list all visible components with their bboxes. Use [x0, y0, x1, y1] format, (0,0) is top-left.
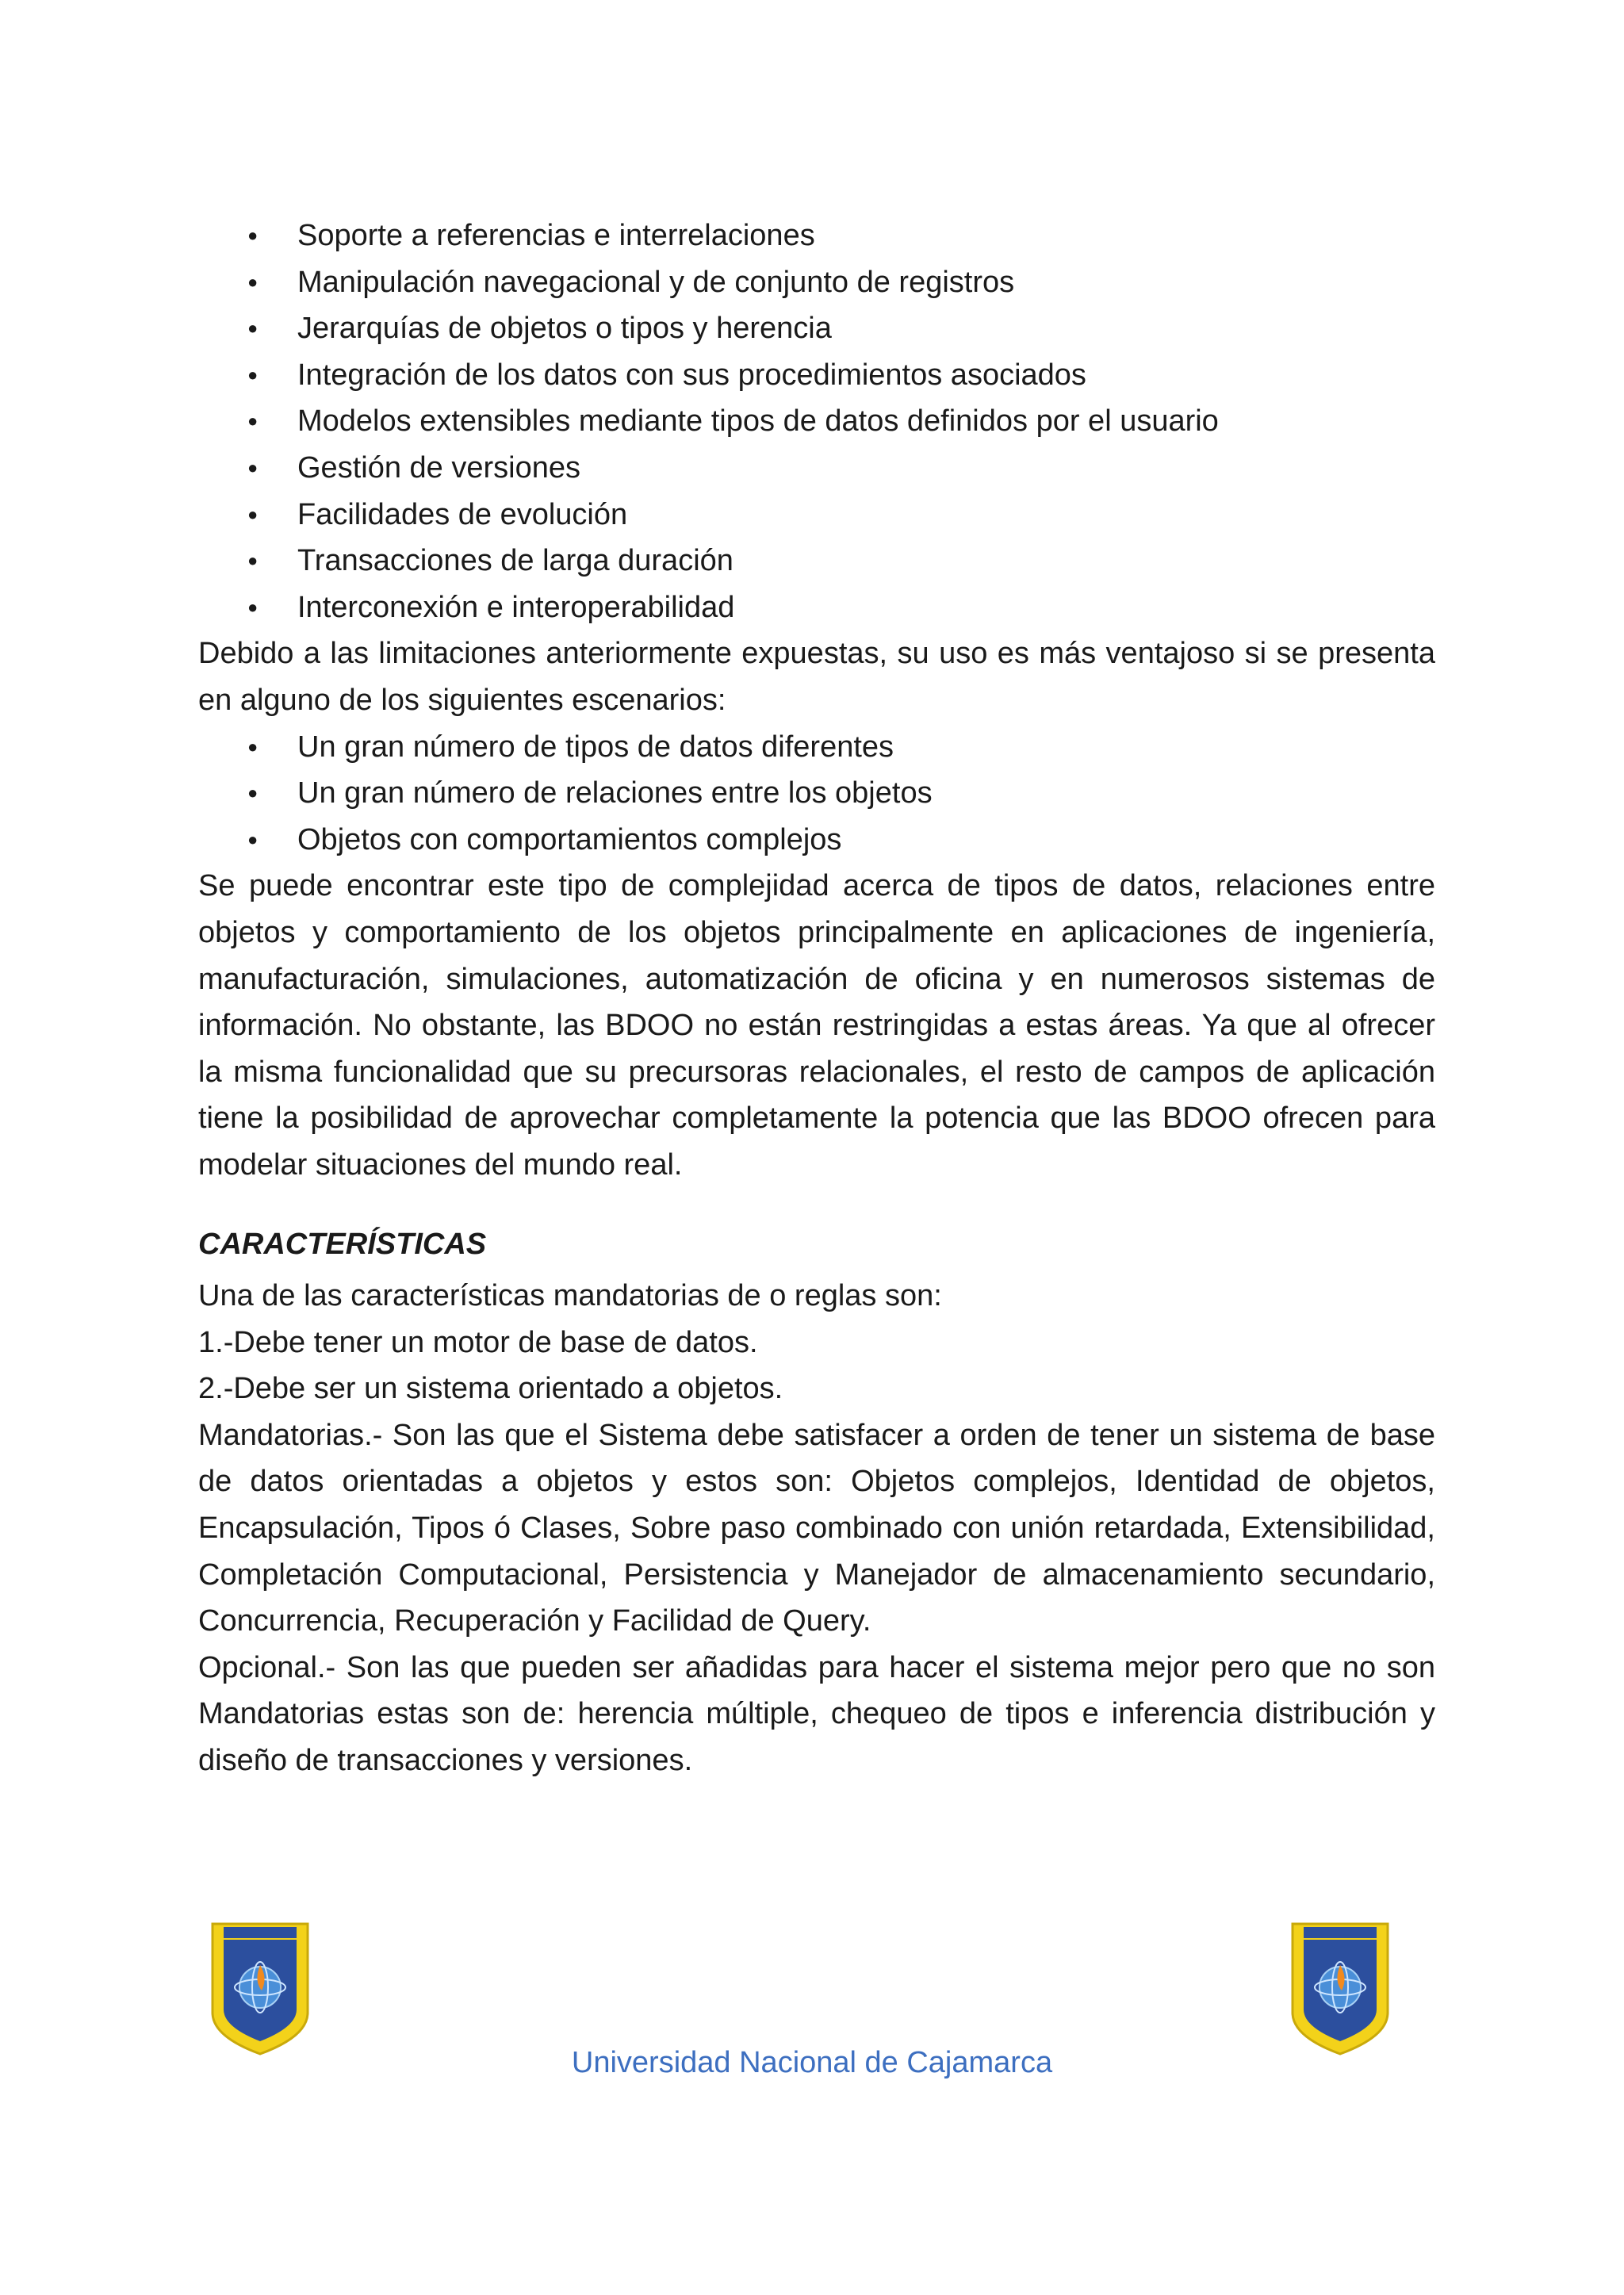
university-seal-icon	[205, 1918, 316, 2060]
complexity-paragraph: Se puede encontrar este tipo de complejidad acerca de tipos de datos, relaciones entre objetos y comportamiento de los objetos principalmente en aplicaciones de ingeniería, manufacturación, simulaciones, automatización de oficina y en numerosos sistemas de información. No obstante, las BDOO no están restringidas a estas áreas. Ya que al ofrecer la misma funcionalidad que su precursoras relacionales, el resto de campos de aplicación tiene la posibilidad de aprovechar completamente la potencia que las BDOO ofrecen para modelar situaciones del mundo real.	[198, 869, 1435, 1182]
intro-paragraph: Debido a las limitaciones anteriormente expuestas, su uso es más ventajoso si se presenta en alguno de los siguientes escenarios:	[198, 637, 1435, 717]
characteristics-intro: Una de las características mandatorias de o reglas son:	[198, 1279, 942, 1313]
list-item: ● Manipulación navegacional y de conjunto de registros	[198, 259, 1435, 306]
feature-list	[198, 213, 1435, 630]
list-item: ● Modelos extensibles mediante tipos de datos definidos por el usuario	[198, 398, 1435, 445]
list-item: ● Jerarquías de objetos o tipos y herencia	[198, 305, 1435, 352]
list-item: ● Transacciones de larga duración	[198, 538, 1435, 584]
footer-university-name: Universidad Nacional de Cajamarca	[571, 2046, 1053, 2079]
list-item: ● Un gran número de tipos de datos diferentes	[198, 724, 1435, 771]
rule-2: 2.-Debe ser un sistema orientado a objetos.	[198, 1372, 783, 1406]
university-seal-icon	[1285, 1918, 1396, 2060]
list-item: ● Soporte a referencias e interrelaciones	[198, 213, 1435, 259]
section-heading: CARACTERÍSTICAS	[198, 1228, 487, 1262]
scenario-list	[198, 724, 1435, 864]
page-content	[198, 213, 1435, 1784]
opcional-paragraph: Opcional.- Son las que pueden ser añadidas para hacer el sistema mejor pero que no son Mandatorias estas son de: herencia múltiple, chequeo de tipos e inferencia distribución y diseño de transacciones y versiones.	[198, 1650, 1435, 1777]
list-item: ● Facilidades de evolución	[198, 492, 1435, 538]
list-item: ● Integración de los datos con sus procedimientos asociados	[198, 352, 1435, 399]
list-item: ● Objetos con comportamientos complejos	[198, 817, 1435, 864]
list-item: ● Interconexión e interoperabilidad	[198, 584, 1435, 631]
rule-1: 1.-Debe tener un motor de base de datos.	[198, 1325, 758, 1359]
list-item: ● Un gran número de relaciones entre los objetos	[198, 770, 1435, 817]
list-item: ● Gestión de versiones	[198, 445, 1435, 492]
mandatorias-paragraph: Mandatorias.- Son las que el Sistema debe satisfacer a orden de tener un sistema de base de datos orientadas a objetos y estos son: Objetos complejos, Identidad de objetos, Encapsulación, Tipos ó Clases, Sobre paso combinado con unión retardada, Extensibilidad, Completación Computacional, Persistencia y Manejador de almacenamiento secundario, Concurrencia, Recuperación y Facilidad de Query.	[198, 1418, 1435, 1638]
